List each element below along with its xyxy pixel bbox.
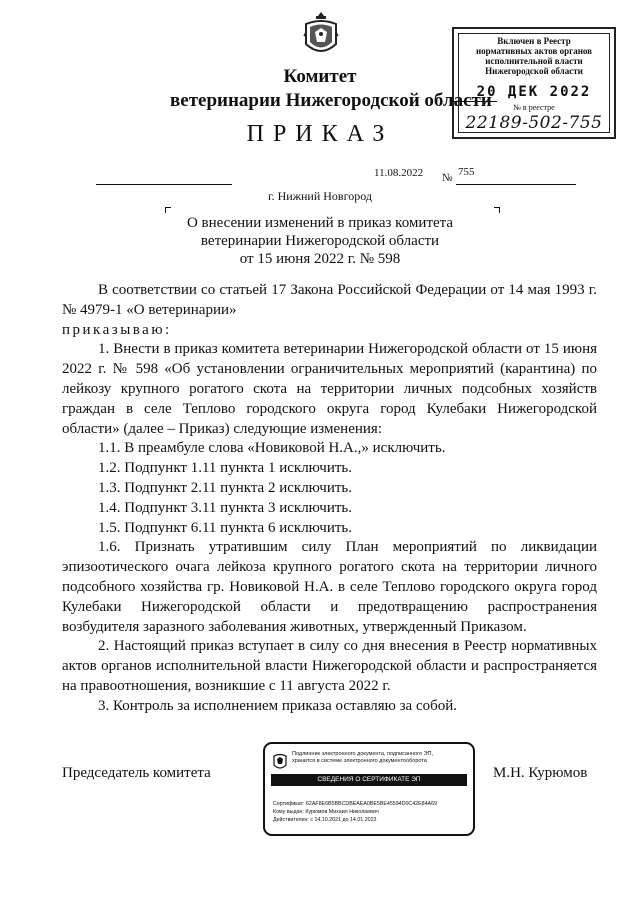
subject-line: от 15 июня 2022 г. № 598	[239, 251, 401, 267]
paragraph-1-2: 1.2. Подпункт 1.11 пункта 1 исключить.	[98, 460, 353, 477]
subject-corner-right	[494, 207, 500, 213]
e-signature-certificate	[263, 742, 475, 836]
paragraph-1-4: 1.4. Подпункт 3.11 пункта 3 исключить.	[98, 499, 353, 516]
stamp-line: Включен в Реестр	[497, 36, 571, 46]
paragraph-3: 3. Контроль за исполнением приказа оставляю за собой.	[98, 697, 458, 714]
document-subject	[150, 214, 490, 268]
paragraph-1-3: 1.3. Подпункт 2.11 пункта 2 исключить.	[98, 479, 353, 496]
paragraph-1-1: 1.1. В преамбуле слова «Новиковой Н.А.,» исключить.	[98, 440, 446, 457]
number-underline	[456, 184, 576, 185]
certificate-note-line: хранится в системе электронного документооборота	[292, 758, 427, 764]
certificate-note-line: Подлинник электронного документа, подписанного ЭП,	[292, 751, 434, 757]
subject-line: О внесении изменений в приказ комитета	[186, 215, 454, 231]
document-body	[62, 281, 597, 717]
certificate-validity: Действителен: с 14.10.2021 до 14.01.2023	[273, 817, 377, 823]
subject-line: ветеринарии Нижегородской области	[200, 233, 440, 249]
stamp-line: Нижегородской области	[485, 66, 583, 76]
order-word: приказываю:	[62, 321, 172, 338]
signatory-title: Председатель комитета	[62, 765, 211, 781]
paragraph-2: 2. Настоящий приказ вступает в силу со дня внесения в Реестр нормативных актов органов исполнительной власти Нижегородской области и распространяется на правоотношения, возникшие с 11 августа 2022 г.	[62, 638, 597, 694]
document-number: 755	[458, 166, 475, 178]
preamble: В соответствии со статьей 17 Закона Российской Федерации от 14 мая 1993 г. № 4979-1 «О ветеринарии»	[62, 282, 597, 318]
stamp-registry-number: 22189-502-755	[465, 113, 603, 133]
stamp-overlap-line	[452, 101, 497, 102]
certificate-note	[292, 751, 469, 765]
org-name-line1: Комитет	[283, 66, 357, 87]
stamp-line: нормативных актов органов	[475, 46, 593, 56]
certificate-serial: Сертификат: 62AF8E6B5BBCDBEAEA0BE5BE45594D0C42E84A69	[273, 801, 437, 807]
stamp-registry-label: № в реестре	[513, 103, 555, 112]
emblem-icon	[273, 753, 287, 771]
signatory-name: М.Н. Курюмов	[493, 765, 588, 781]
stamp-date: 20 ДЕК 2022	[476, 84, 592, 100]
document-date: 11.08.2022	[374, 167, 424, 179]
subject-corner-left	[165, 207, 171, 213]
city: г. Нижний Новгород	[268, 189, 372, 203]
number-label: №	[442, 172, 453, 184]
document-type: ПРИКАЗ	[246, 121, 394, 147]
certificate-title: СВЕДЕНИЯ О СЕРТИФИКАТЕ ЭП	[271, 774, 467, 786]
paragraph-1: 1. Внести в приказ комитета ветеринарии Нижегородской области от 15 июня 2022 г. № 598 «Об установлении ограничительных мероприятий (карантина) по лейкозу крупного рогатого скота на территории личных подсобных хозяйств граждан в селе Теплово городского округа город Кулебаки Нижегородской области» (далее – Приказ) следующие изменения:	[62, 341, 597, 437]
date-underline	[96, 184, 232, 185]
paragraph-1-6: 1.6. Признать утратившим силу План мероприятий по ликвидации эпизоотического очага лейкоза крупного рогатого скота на территории личного подсобного хозяйства гр. Новиковой Н.А. в селе Теплово городского округа город Кулебаки Нижегородской области и предотвращению распространения возбудителя заразного заболевания животных, утвержденный Приказом.	[62, 539, 597, 635]
certificate-owner: Кому выдан: Курюмов Михаил Николаевич	[273, 809, 379, 815]
paragraph-1-5: 1.5. Подпункт 6.11 пункта 6 исключить.	[98, 519, 353, 536]
stamp-line: исполнительной власти	[485, 56, 583, 66]
coat-of-arms-emblem	[303, 10, 339, 60]
org-name-line2: ветеринарии Нижегородской области	[170, 90, 492, 111]
